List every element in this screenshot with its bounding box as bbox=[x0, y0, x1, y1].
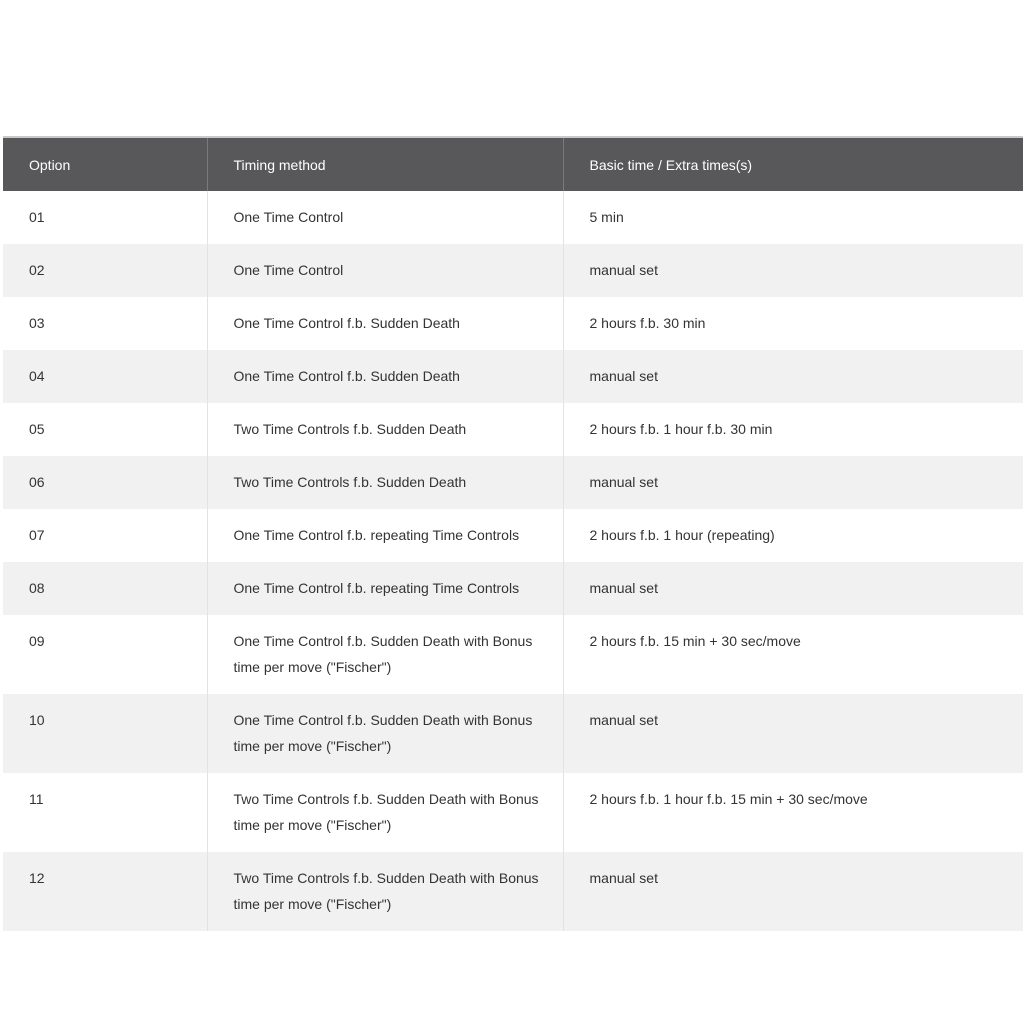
time-cell: 2 hours f.b. 1 hour (repeating) bbox=[589, 527, 775, 543]
option-cell: 04 bbox=[3, 350, 207, 403]
table-row bbox=[3, 244, 1023, 297]
method-cell: Two Time Controls f.b. Sudden Death with Bonus time per move ("Fischer") bbox=[207, 773, 563, 852]
header-basic-time: Basic time / Extra times(s) bbox=[563, 137, 1023, 191]
option-cell: 02 bbox=[3, 244, 207, 297]
table-body bbox=[3, 191, 1023, 931]
method-cell: One Time Control bbox=[207, 244, 563, 297]
option-cell: 11 bbox=[3, 773, 207, 852]
table-row bbox=[3, 509, 1023, 562]
method-cell: Two Time Controls f.b. Sudden Death bbox=[207, 403, 563, 456]
header-row bbox=[3, 137, 1023, 191]
method-cell: One Time Control f.b. Sudden Death bbox=[207, 297, 563, 350]
method-cell: One Time Control f.b. Sudden Death with Bonus time per move ("Fischer") bbox=[207, 615, 563, 694]
table-row bbox=[3, 852, 1023, 931]
option-cell: 12 bbox=[3, 852, 207, 931]
time-cell: 2 hours f.b. 1 hour f.b. 30 min bbox=[589, 421, 773, 437]
table-row bbox=[3, 350, 1023, 403]
option-cell: 01 bbox=[3, 191, 207, 244]
method-cell: One Time Control f.b. Sudden Death bbox=[207, 350, 563, 403]
option-cell: 10 bbox=[3, 694, 207, 773]
time-cell: 2 hours f.b. 30 min bbox=[589, 315, 706, 331]
table-row bbox=[3, 191, 1023, 244]
table-row bbox=[3, 562, 1023, 615]
method-cell: One Time Control f.b. Sudden Death with Bonus time per move ("Fischer") bbox=[207, 694, 563, 773]
option-cell: 06 bbox=[3, 456, 207, 509]
time-cell: 2 hours f.b. 15 min + 30 sec/move bbox=[589, 633, 801, 649]
time-cell: 5 min bbox=[589, 209, 624, 225]
option-cell: 08 bbox=[3, 562, 207, 615]
header-timing-method: Timing method bbox=[207, 137, 563, 191]
time-cell: manual set bbox=[563, 350, 1023, 403]
table-row bbox=[3, 694, 1023, 773]
table-row bbox=[3, 456, 1023, 509]
method-cell: One Time Control f.b. repeating Time Controls bbox=[207, 562, 563, 615]
time-control-table-container bbox=[3, 136, 1023, 912]
table-row bbox=[3, 773, 1023, 852]
time-cell: manual set bbox=[563, 244, 1023, 297]
method-cell: Two Time Controls f.b. Sudden Death bbox=[207, 456, 563, 509]
time-cell: manual set bbox=[563, 562, 1023, 615]
time-cell: 2 hours f.b. 1 hour f.b. 15 min + 30 sec/move bbox=[589, 791, 868, 807]
method-cell: One Time Control bbox=[207, 191, 563, 244]
time-cell: manual set bbox=[563, 456, 1023, 509]
time-cell: manual set bbox=[563, 694, 1023, 773]
table-header bbox=[3, 137, 1023, 191]
method-cell: Two Time Controls f.b. Sudden Death with Bonus time per move ("Fischer") bbox=[207, 852, 563, 931]
option-cell: 03 bbox=[3, 297, 207, 350]
header-option: Option bbox=[3, 137, 207, 191]
method-cell: One Time Control f.b. repeating Time Controls bbox=[207, 509, 563, 562]
table-row bbox=[3, 615, 1023, 694]
time-control-table bbox=[3, 136, 1023, 931]
option-cell: 05 bbox=[3, 403, 207, 456]
time-cell: manual set bbox=[563, 852, 1023, 931]
option-cell: 07 bbox=[3, 509, 207, 562]
table-row bbox=[3, 403, 1023, 456]
table-row bbox=[3, 297, 1023, 350]
option-cell: 09 bbox=[3, 615, 207, 694]
